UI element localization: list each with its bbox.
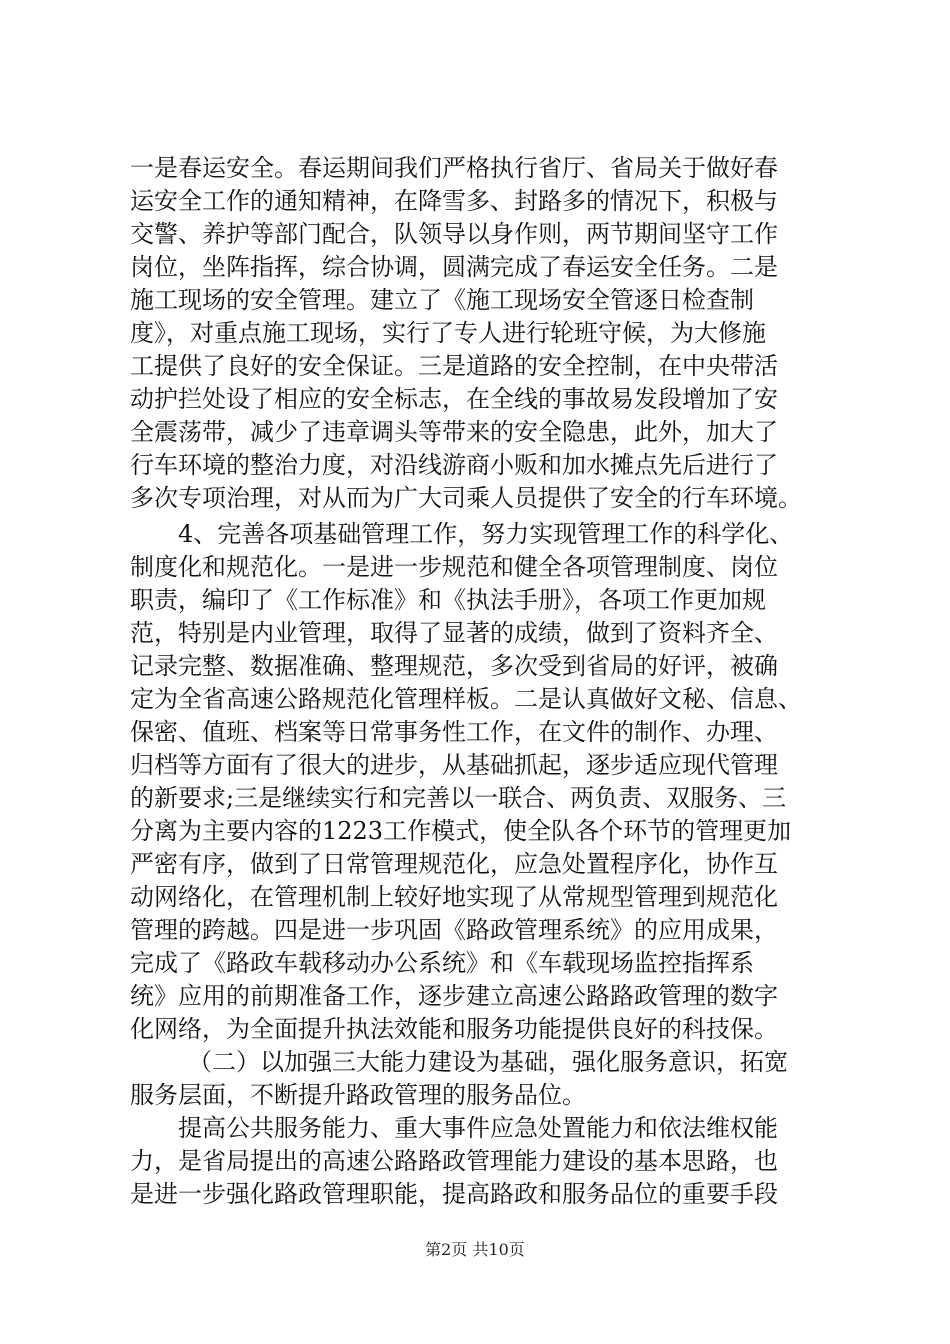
- text-line: 服务层面，不断提升路政管理的服务品位。: [130, 1081, 586, 1109]
- page-footer: [0, 1240, 950, 1260]
- text-line: 岗位，坐阵指挥，综合协调，圆满完成了春运安全任务。二是: [130, 253, 778, 281]
- text-line: 管理的跨越。四是进一步巩固《路政管理系统》的应用成果，: [130, 916, 778, 944]
- text-line: 交警、养护等部门配合，队领导以身作则，两节期间坚守工作: [130, 220, 778, 248]
- text-line: 动护拦处设了相应的安全标志，在全线的事故易发段增加了安: [130, 385, 778, 413]
- page-number: 第2页 共10页: [425, 1240, 525, 1259]
- text-line: 范，特别是内业管理，取得了显著的成绩，做到了资料齐全、: [130, 619, 778, 647]
- text-line: 运安全工作的通知精神，在降雪多、封路多的情况下，积极与: [130, 187, 778, 215]
- text-line: 4、完善各项基础管理工作，努力实现管理工作的科学化、: [178, 520, 794, 548]
- text-line: 工提供了良好的安全保证。三是道路的安全控制，在中央带活: [130, 352, 778, 380]
- text-line: 行车环境的整治力度，对沿线游商小贩和加水摊点先后进行了: [130, 451, 778, 479]
- text-line: 施工现场的安全管理。建立了《施工现场安全管逐日检查制: [130, 286, 754, 314]
- text-line: 保密、值班、档案等日常事务性工作，在文件的制作、办理、: [130, 718, 778, 746]
- text-line: 动网络化，在管理机制上较好地实现了从常规型管理到规范化: [130, 883, 778, 911]
- text-line: 度》，对重点施工现场，实行了专人进行轮班守候，为大修施: [130, 319, 766, 347]
- text-line: 是进一步强化路政管理职能，提高路政和服务品位的重要手段: [130, 1180, 778, 1208]
- text-line: 化网络，为全面提升执法效能和服务功能提供良好的科技保。: [130, 1015, 778, 1043]
- text-line: 一是春运安全。春运期间我们严格执行省厅、省局关于做好春: [130, 154, 778, 182]
- text-line: 定为全省高速公路规范化管理样板。二是认真做好文秘、信息、: [130, 685, 802, 713]
- text-line: 职责，编印了《工作标准》和《执法手册》，各项工作更加规: [130, 586, 766, 614]
- text-line: 记录完整、数据准确、整理规范，多次受到省局的好评，被确: [130, 652, 778, 680]
- text-line: 力，是省局提出的高速公路路政管理能力建设的基本思路，也: [130, 1147, 778, 1175]
- text-line: 多次专项治理，对从而为广大司乘人员提供了安全的行车环境。: [130, 484, 802, 512]
- text-line: 制度化和规范化。一是进一步规范和健全各项管理制度、岗位: [130, 553, 778, 581]
- text-line: 统》应用的前期准备工作，逐步建立高速公路路政管理的数字: [130, 982, 778, 1010]
- text-line: 全震荡带，减少了违章调头等带来的安全隐患，此外，加大了: [130, 418, 778, 446]
- paragraph-basic-management: [130, 518, 842, 1046]
- text-line: 的新要求;三是继续实行和完善以一联合、两负责、双服务、三: [130, 784, 787, 812]
- paragraph-section-heading: [130, 1046, 842, 1112]
- text-line: 提高公共服务能力、重大事件应急处置能力和依法维权能: [178, 1114, 778, 1142]
- paragraph-capacity-building: [130, 1112, 842, 1211]
- text-line: 归档等方面有了很大的进步，从基础抓起，逐步适应现代管理: [130, 751, 778, 779]
- text-line: 严密有序，做到了日常管理规范化，应急处置程序化，协作互: [130, 850, 778, 878]
- paragraph-spring-safety: [130, 152, 842, 515]
- text-line: 完成了《路政车载移动办公系统》和《车载现场监控指挥系: [130, 949, 754, 977]
- text-line: （二）以加强三大能力建设为基础，强化服务意识，拓宽: [188, 1048, 788, 1076]
- text-line: 分离为主要内容的1223工作模式，使全队各个环节的管理更加: [130, 817, 792, 845]
